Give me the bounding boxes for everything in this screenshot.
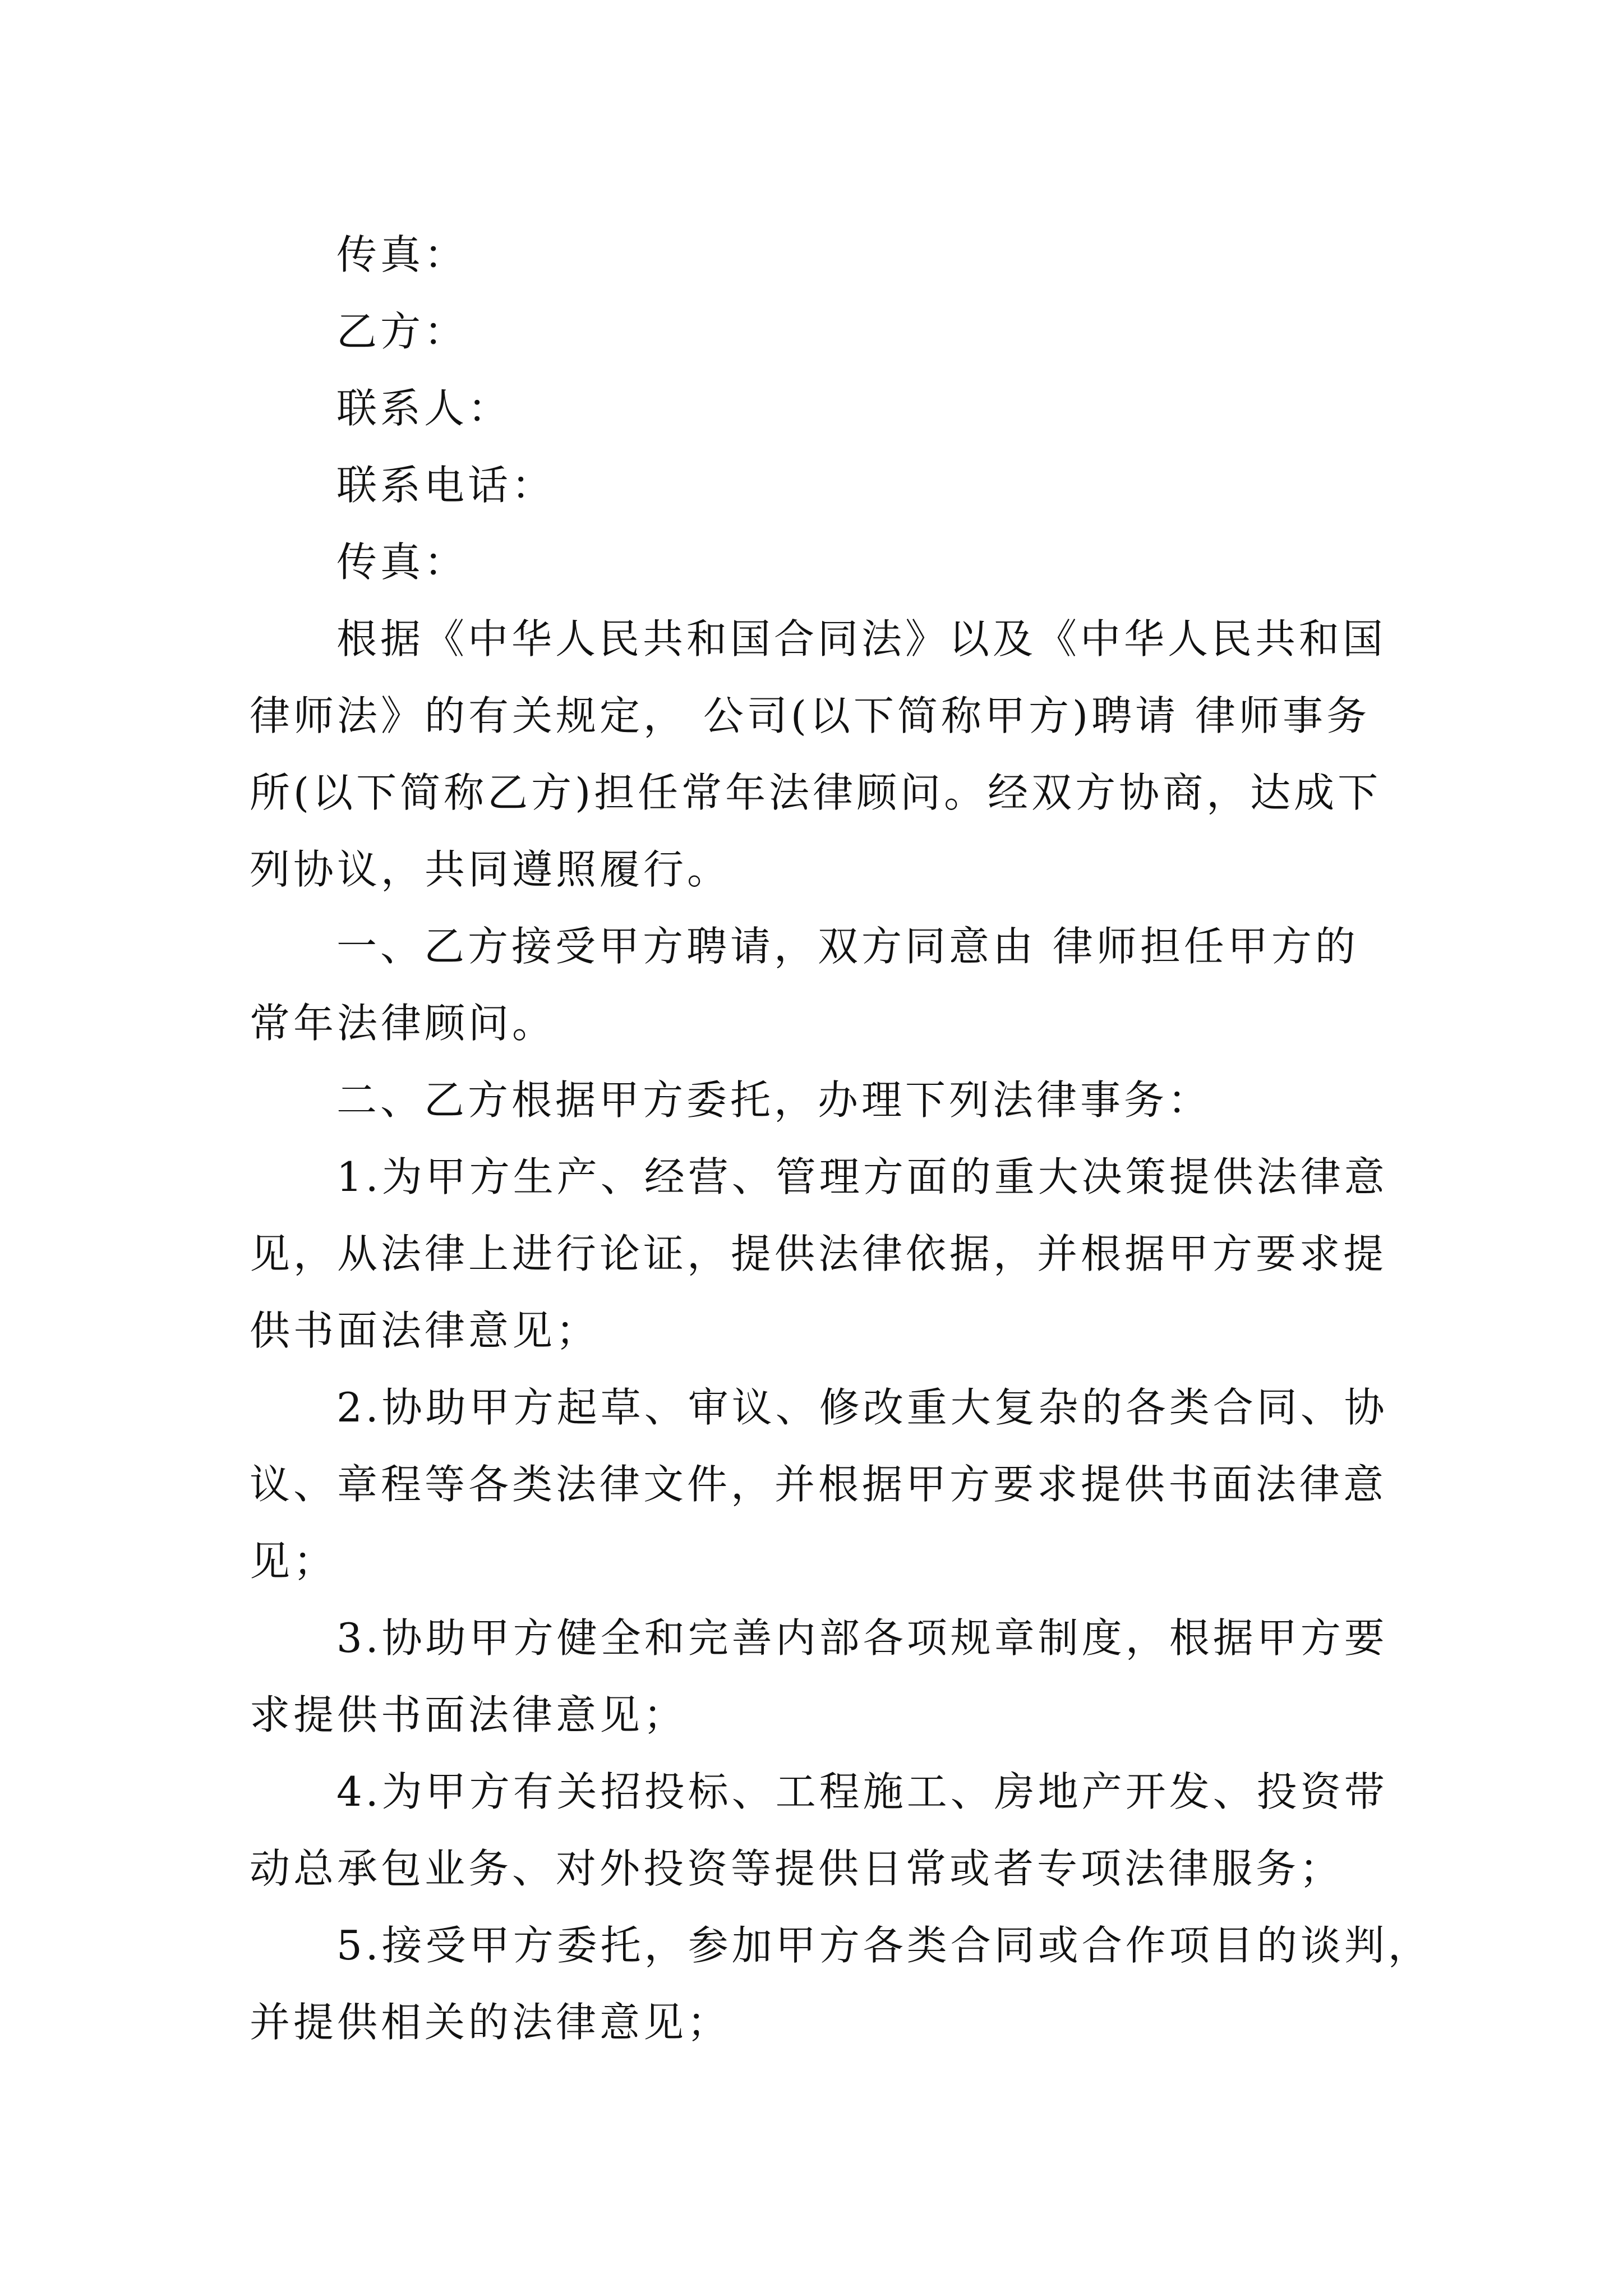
contact-person-label: 联系人： <box>336 385 512 432</box>
document-body <box>250 217 1432 2061</box>
preamble-line-2: 律师法》的有关规定， 公司(以下简称甲方)聘请 律师事务 <box>250 692 1370 739</box>
clause-2-heading: 二、乙方根据甲方委托，办理下列法律事务： <box>336 1076 1212 1124</box>
preamble-line-4: 列协议，共同遵照履行。 <box>250 846 731 893</box>
preamble-line-1: 根据《中华人民共和国合同法》以及《中华人民共和国 <box>336 615 1387 662</box>
item-3-line-1: 3.协助甲方健全和完善内部各项规章制度，根据甲方要 <box>336 1614 1388 1662</box>
preamble-line-3: 所(以下简称乙方)担任常年法律顾问。经双方协商，达成下 <box>250 769 1382 816</box>
item-2-line-3: 见； <box>250 1538 338 1585</box>
item-5-line-1: 5.接受甲方委托，参加甲方各类合同或合作项目的谈判， <box>336 1922 1432 1969</box>
item-3-line-2: 求提供书面法律意见； <box>250 1691 688 1738</box>
clause-1-line-2: 常年法律顾问。 <box>250 1000 556 1047</box>
item-1-line-2: 见，从法律上进行论证，提供法律依据，并根据甲方要求提 <box>250 1230 1387 1277</box>
clause-1-line-1: 一、乙方接受甲方聘请，双方同意由 律师担任甲方的 <box>336 923 1359 970</box>
item-2-line-1: 2.协助甲方起草、审议、修改重大复杂的各类合同、协 <box>336 1384 1388 1431</box>
party-b-label: 乙方： <box>336 308 468 355</box>
item-5-line-2: 并提供相关的法律意见； <box>250 1999 731 2046</box>
contact-phone-label: 联系电话： <box>336 462 556 509</box>
fax-label-2: 传真： <box>336 539 468 586</box>
item-4-line-1: 4.为甲方有关招投标、工程施工、房地产开发、投资带 <box>336 1768 1388 1815</box>
item-1-line-1: 1.为甲方生产、经营、管理方面的重大决策提供法律意 <box>336 1153 1388 1200</box>
item-4-line-2: 动总承包业务、对外投资等提供日常或者专项法律服务； <box>250 1845 1344 1892</box>
fax-label-1: 传真： <box>336 231 468 278</box>
item-2-line-2: 议、章程等各类法律文件，并根据甲方要求提供书面法律意 <box>250 1461 1387 1508</box>
item-1-line-3: 供书面法律意见； <box>250 1307 600 1354</box>
